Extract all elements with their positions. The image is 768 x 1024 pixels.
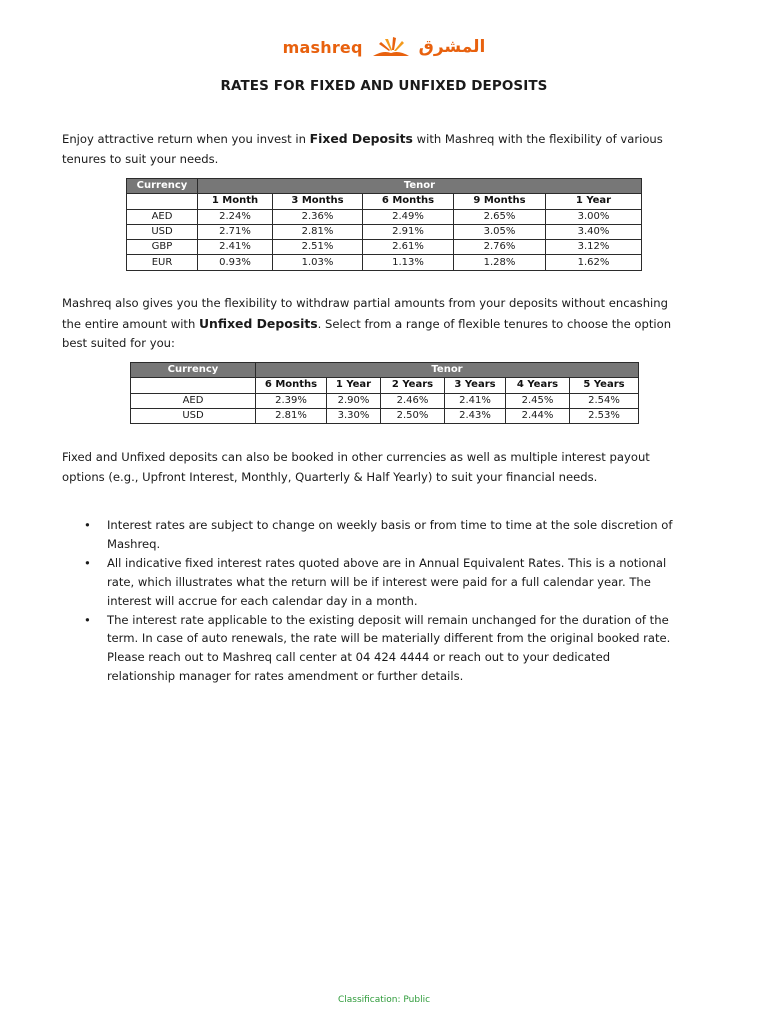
fixed-deposits-term: Fixed Deposits [309,131,413,146]
column-header: 1 Year [546,194,642,209]
bullet-icon: • [84,518,91,532]
currency-cell: EUR [127,255,198,270]
currency-cell: AED [131,393,256,408]
table-row [131,393,639,408]
unfixed-deposits-term: Unfixed Deposits [199,315,318,331]
column-header: 5 Years [570,378,639,393]
table-row [127,224,642,239]
column-header: 3 Years [445,378,506,393]
rate-cell: 2.81% [256,408,327,423]
rate-cell: 2.81% [273,224,363,239]
tenor-header: Tenor [198,179,642,194]
table-row [127,240,642,255]
rate-cell: 3.05% [454,224,546,239]
logo-wordmark: mashreq [282,37,363,57]
rate-cell: 0.93% [198,255,273,270]
rate-cell: 3.30% [327,408,381,423]
column-header: 1 Month [198,194,273,209]
column-header: 3 Months [273,194,363,209]
column-header: 4 Years [506,378,570,393]
rate-cell: 2.51% [273,240,363,255]
rate-cell: 2.36% [273,209,363,224]
table-row [127,255,642,270]
unfixed-deposits-intro: Mashreq also gives you the flexibility to withdraw partial amounts from your deposits without encashing the entire amount with Unfixed Deposits. Select from a range of flexible tenures to choose the option best suited for you: [62,296,672,351]
rate-cell: 2.53% [570,408,639,423]
rate-cell: 3.00% [546,209,642,224]
rate-cell: 1.62% [546,255,642,270]
rate-cell: 2.54% [570,393,639,408]
currency-header: Currency [127,179,198,194]
logo-arabic-wordmark: المشرق [418,37,486,57]
list-item: • All indicative fixed interest rates quoted above are in Annual Equivalent Rates. This is a notional rate, which illustrates what the return will be if interest were paid for a full calendar year. The interest will accrue for each calendar day in a month. [84,555,667,608]
rate-cell: 2.43% [445,408,506,423]
rate-cell: 2.45% [506,393,570,408]
rate-cell: 2.91% [363,224,454,239]
rate-cell: 2.46% [381,393,445,408]
rate-cell: 2.39% [256,393,327,408]
list-item: • Interest rates are subject to change on weekly basis or from time to time at the sole discretion of Mashreq. [84,518,673,551]
page-title: RATES FOR FIXED AND UNFIXED DEPOSITS [220,78,548,94]
rate-cell: 2.44% [506,408,570,423]
classification-footer: Classification: Public [337,995,431,1005]
rate-cell: 2.61% [363,240,454,255]
bullet-icon: • [84,612,91,627]
rate-cell: 2.41% [198,240,273,255]
rate-cell: 3.12% [546,240,642,255]
column-header: 1 Year [327,378,381,393]
column-header: 9 Months [454,194,546,209]
bullet-icon: • [84,555,91,570]
rate-cell: 1.03% [273,255,363,270]
currency-header: Currency [131,363,256,378]
tenor-header: Tenor [256,363,639,378]
sunburst-logo-icon [371,36,411,58]
currency-cell: USD [127,224,198,239]
currency-cell: GBP [127,240,198,255]
column-header: 6 Months [363,194,454,209]
other-currencies-paragraph: Fixed and Unfixed deposits can also be booked in other currencies as well as multiple interest payout options (e.g., Upfront Interest, Monthly, Quarterly & Half Yearly) to suit your financial needs. [62,450,650,484]
list-item: • The interest rate applicable to the existing deposit will remain unchanged for the duration of the term. In case of auto renewals, the rate will be materially different from the original booked rate. Please reach out to Mashreq call center at 04 424 4444 or reach out to your dedicated relationship manager for rates amendment or further details. [84,612,671,684]
rate-cell: 2.41% [445,393,506,408]
notes-list [62,516,677,686]
fixed-deposits-intro: Enjoy attractive return when you invest in Fixed Deposits with Mashreq with the flexibility of various tenures to suit your needs. [62,131,663,166]
column-header: 6 Months [256,378,327,393]
currency-cell: USD [131,408,256,423]
rate-cell: 3.40% [546,224,642,239]
column-header: 2 Years [381,378,445,393]
rate-cell: 2.65% [454,209,546,224]
mashreq-logo [0,34,768,60]
rate-cell: 2.90% [327,393,381,408]
rate-cell: 2.71% [198,224,273,239]
currency-cell: AED [127,209,198,224]
rate-cell: 2.24% [198,209,273,224]
rate-cell: 1.28% [454,255,546,270]
rate-cell: 2.50% [381,408,445,423]
rate-cell: 2.49% [363,209,454,224]
fixed-deposits-table [126,178,642,271]
unfixed-deposits-table [130,362,639,424]
rate-cell: 2.76% [454,240,546,255]
table-row [127,209,642,224]
table-row [131,408,639,423]
rate-cell: 1.13% [363,255,454,270]
